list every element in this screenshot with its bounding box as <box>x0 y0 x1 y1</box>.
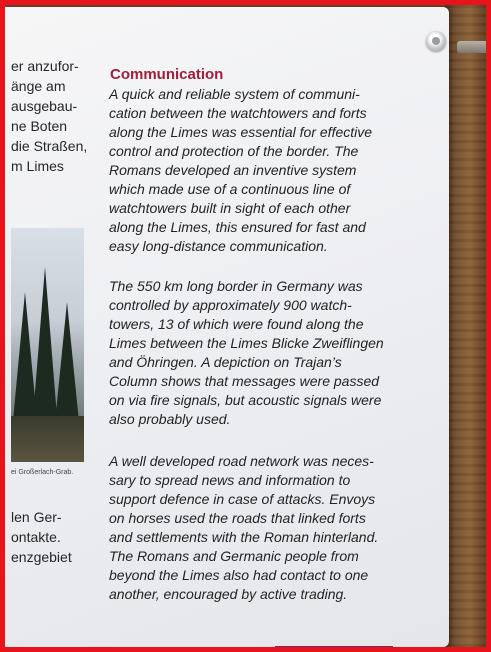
german-text-line: len Ger- <box>11 509 62 525</box>
german-text-line: die Straßen, <box>11 138 88 154</box>
screw-icon <box>426 31 446 51</box>
paragraph-border: The 550 km long border in Germany was controlled by approximately 900 watch- towers, 13 of which were found along the Limes between the Limes Blicke Zweiflingen and Öhringen. A depiction on Trajan’s Column shows that messages were passed on via fire signals, but acoustic signals were also probably used. <box>109 278 384 427</box>
footer-rule <box>275 646 393 648</box>
paragraph-roads: A well developed road network was neces- sary to spread news and information to support defence in case of attacks. Envoys on horses used the roads that linked forts and settlements with the Roman hinterland. The Romans and Germanic people from beyond the Limes also had contact to one another, encouraged by active trading. <box>109 453 379 602</box>
sign-board <box>5 7 449 647</box>
forest-ground <box>11 416 84 462</box>
wooden-post <box>445 5 491 652</box>
german-text-line: m Limes <box>11 158 64 174</box>
forest-photo <box>11 228 84 462</box>
german-text-line: ausgebau- <box>11 98 78 114</box>
mounting-bolt <box>457 41 491 53</box>
paragraph-communication: A quick and reliable system of communi- cation between the watchtowers and forts along the Limes was essential for effective control and protection of the border. The Romans developed an inventive system which made use of a continuous line of watchtowers built in sight of each other along the Limes, this ensured for fast and easy long-distance communication. <box>109 86 373 254</box>
german-text-line: enzgebiet <box>11 549 72 565</box>
photo-caption: ei Großerlach-Grab. <box>11 469 74 476</box>
german-text-line: ne Boten <box>11 118 68 134</box>
german-text-line: änge am <box>11 78 66 94</box>
german-text-line: ontakte. <box>11 529 61 545</box>
section-heading: Communication <box>110 66 224 83</box>
german-text-line: er anzufor- <box>11 58 79 74</box>
